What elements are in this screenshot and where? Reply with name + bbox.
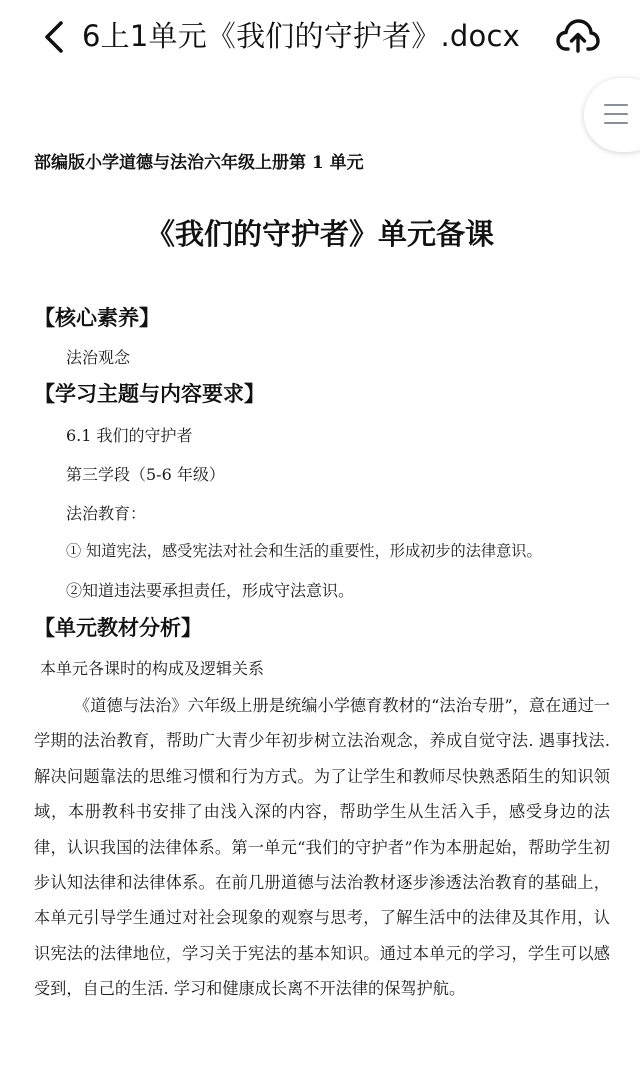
analysis-subheading: 本单元各课时的构成及逻辑关系: [40, 659, 265, 678]
theme-line: 6.1 我们的守护者: [66, 426, 193, 445]
theme-line: ②知道违法要承担责任，形成守法意识。: [66, 581, 355, 600]
section-heading-theme: 【学习主题与内容要求】: [34, 382, 265, 406]
cloud-upload-icon: [556, 17, 600, 55]
document-header-line: 部编版小学道德与法治六年级上册第 1 单元: [34, 153, 364, 173]
back-button[interactable]: [36, 18, 72, 56]
upload-button[interactable]: [553, 14, 603, 58]
theme-line: ① 知道宪法，感受宪法对社会和生活的重要性，形成初步的法律意识。: [66, 542, 542, 560]
menu-icon: [604, 104, 628, 131]
core-line: 法治观念: [66, 348, 131, 367]
section-heading-analysis: 【单元教材分析】: [34, 616, 202, 640]
chevron-left-icon: [42, 20, 66, 54]
section-heading-core: 【核心素养】: [34, 306, 160, 330]
theme-line: 第三学段（5-6 年级）: [66, 465, 225, 484]
analysis-paragraph: 《道德与法治》六年级上册是统编小学德育教材的“法治专册”，意在通过一学期的法治教育，帮助广大青少年初步树立法治观念，养成自觉守法. 遇事找法. 解决问题靠法的思维习惯和行为方式。为了让学生和教师尽快熟悉陌生的知识领域，本册教科书安排了由浅入深的内容，帮助学生从生活入手，感受身边的法律，认识我国的法律体系。第一单元“我们的守护者”作为本册起始，帮助学生初步认知法律和法律体系。在前几册道德与法治教材逐步渗透法治教育的基础上，本单元引导学生通过对社会现象的观察与思考，了解生活中的法律及其作用，认识宪法的法律地位，学习关于宪法的基本知识。通过本单元的学习，学生可以感受到，自己的生活. 学习和健康成长离不开法律的保驾护航。: [34, 696, 610, 999]
theme-line: 法治教育：: [66, 504, 147, 523]
document-title: 《我们的守护者》单元备课: [145, 217, 494, 251]
top-bar: [0, 0, 640, 74]
file-title: 6上1单元《我们的守护者》.docx: [82, 19, 520, 53]
